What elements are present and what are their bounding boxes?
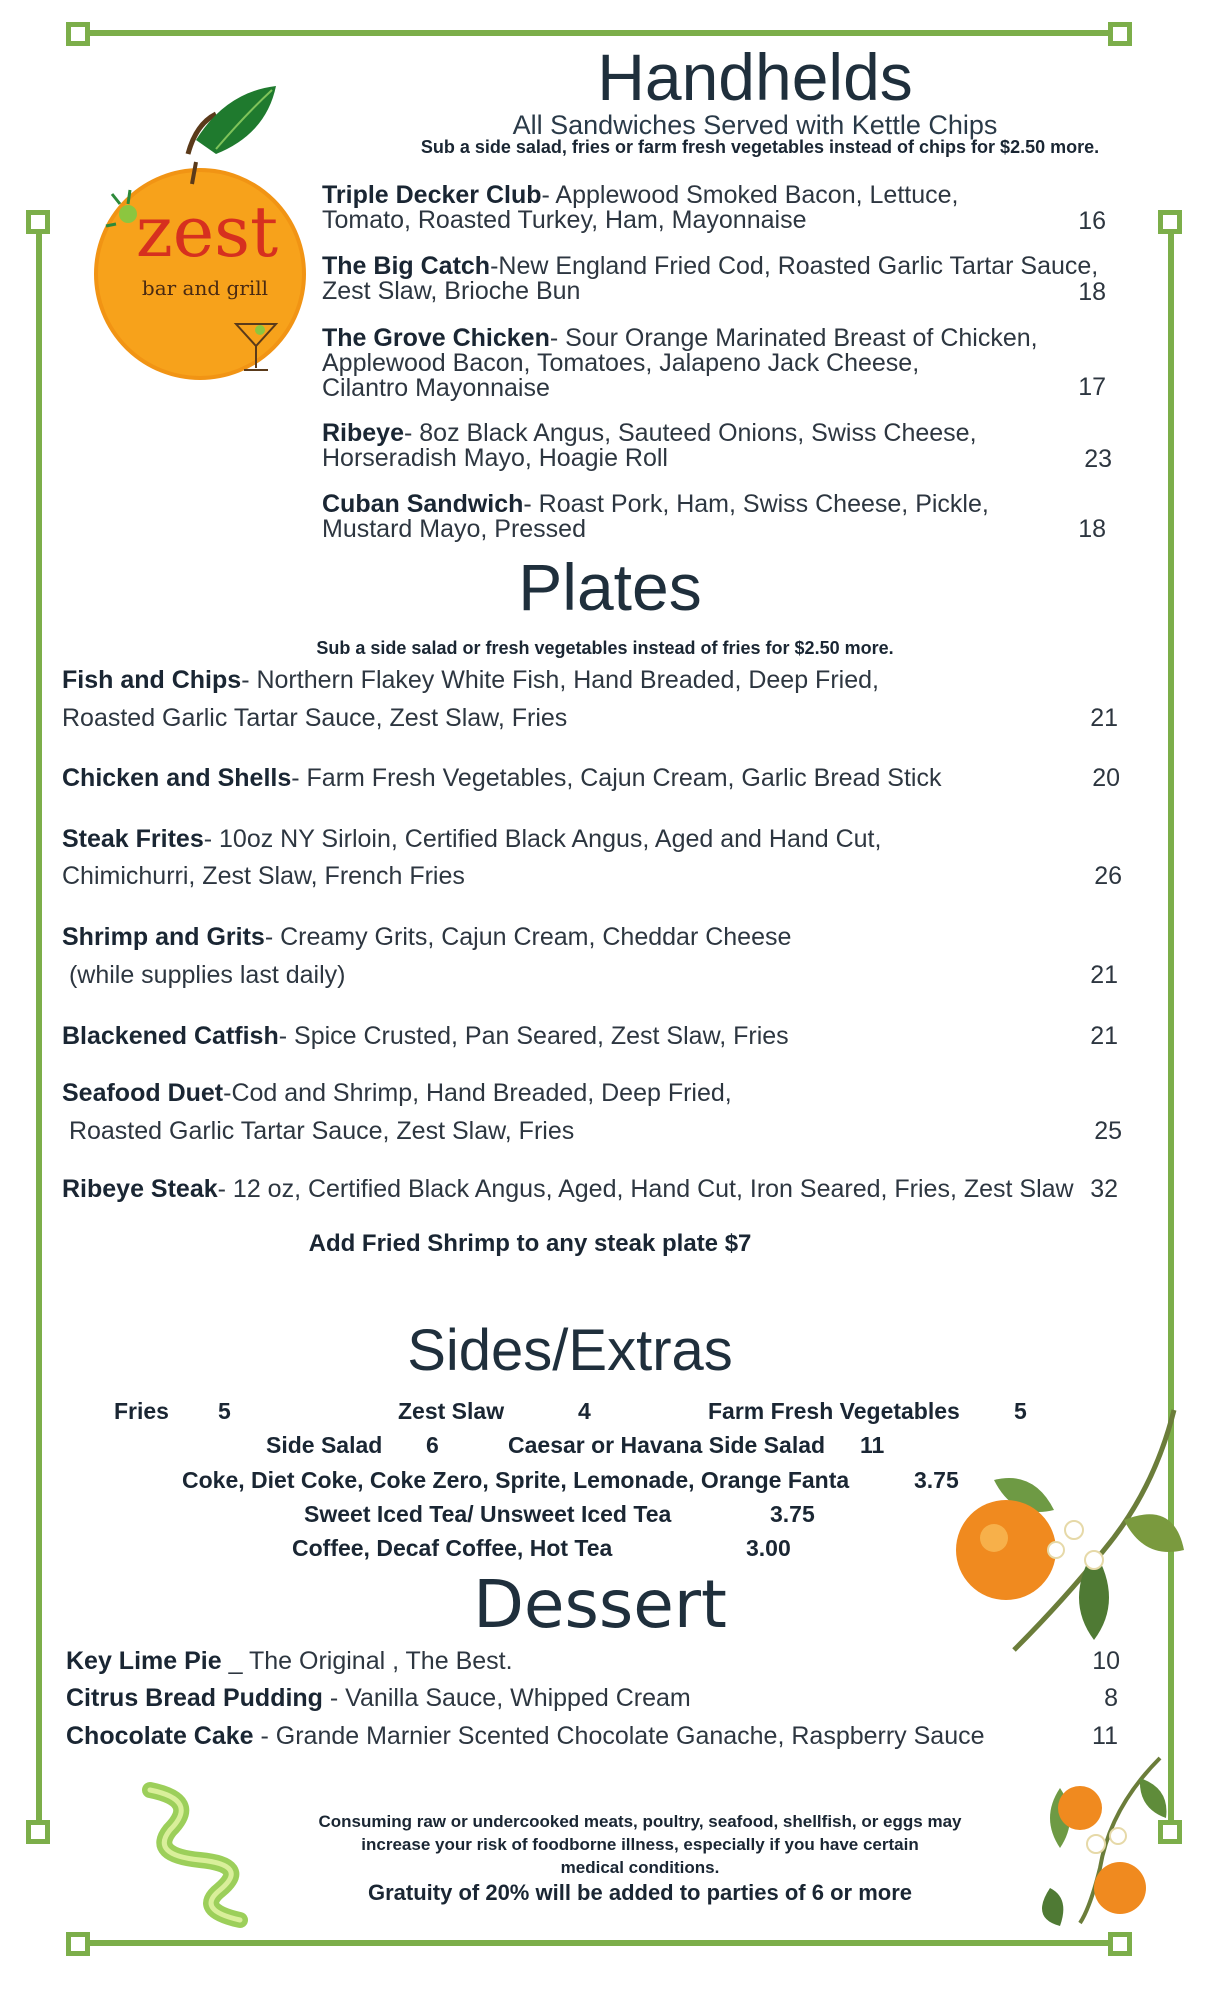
drinks-sodas: Coke, Diet Coke, Coke Zero, Sprite, Lemonade, Orange Fanta — [182, 1467, 850, 1493]
menu-item-steak-frites: Steak Frites- 10oz NY Sirloin, Certified Black Angus, Aged and Hand Cut, — [62, 825, 882, 853]
item-price: 20 — [1092, 764, 1120, 792]
menu-item-chicken-and-shells: Chicken and Shells- Farm Fresh Vegetables, Cajun Cream, Garlic Bread Stick — [62, 764, 942, 792]
drinks-iced-tea-price: 3.75 — [770, 1501, 815, 1527]
handhelds-subtitle: All Sandwiches Served with Kettle Chips — [512, 110, 998, 140]
menu-item-key-lime-pie: Key Lime Pie _ The Original , The Best. — [66, 1647, 513, 1675]
drinks-coffee: Coffee, Decaf Coffee, Hot Tea — [292, 1535, 613, 1561]
item-price: 32 — [1090, 1175, 1118, 1203]
frame-knot — [26, 210, 50, 234]
frame-knot — [26, 1820, 50, 1844]
item-price: 18 — [1078, 278, 1106, 306]
dessert-title: Dessert — [473, 1566, 727, 1643]
menu-item-chocolate-cake: Chocolate Cake - Grande Marnier Scented Chocolate Ganache, Raspberry Sauce — [66, 1722, 985, 1750]
gratuity-note: Gratuity of 20% will be added to parties of 6 or more — [368, 1880, 912, 1905]
menu-item-shrimp-and-grits: Shrimp and Grits- Creamy Grits, Cajun Cream, Cheddar Cheese — [62, 923, 792, 951]
lime-peel-icon — [140, 1780, 280, 1930]
item-price: 18 — [1078, 515, 1106, 543]
item-line: Roasted Garlic Tartar Sauce, Zest Slaw, Fries — [62, 704, 568, 732]
frame-knot — [1108, 1932, 1132, 1956]
frame-knot — [66, 22, 90, 46]
zest-logo — [76, 84, 324, 384]
menu-item-ribeye: Ribeye- 8oz Black Angus, Sauteed Onions, Swiss Cheese, Horseradish Mayo, Hoagie Roll — [322, 419, 977, 472]
sides-title: Sides/Extras — [407, 1318, 733, 1383]
item-price: 16 — [1078, 207, 1106, 235]
side-caesar-havana-price: 11 — [860, 1432, 885, 1458]
item-line: (while supplies last daily) — [62, 961, 346, 989]
menu-item-blackened-catfish: Blackened Catfish- Spice Crusted, Pan Seared, Zest Slaw, Fries — [62, 1022, 789, 1050]
side-zest-slaw-price: 4 — [578, 1398, 591, 1424]
drinks-sodas-price: 3.75 — [914, 1467, 959, 1493]
plates-title: Plates — [518, 550, 702, 624]
item-price: 26 — [1094, 862, 1122, 890]
item-price: 21 — [1090, 704, 1118, 732]
logo-tagline: bar and grill — [141, 276, 269, 300]
food-safety-warning: Consuming raw or undercooked meats, poultry, seafood, shellfish, or eggs may increase your risk of foodborne illness, especially if you have certain medical conditions. — [318, 1812, 962, 1877]
menu-item-citrus-bread-pudding: Citrus Bread Pudding - Vanilla Sauce, Whipped Cream — [66, 1684, 691, 1712]
item-line: Chimichurri, Zest Slaw, French Fries — [62, 862, 465, 890]
item-price: 21 — [1090, 961, 1118, 989]
drinks-coffee-price: 3.00 — [746, 1535, 791, 1561]
side-farm-vegetables-price: 5 — [1014, 1398, 1027, 1424]
item-price: 25 — [1094, 1117, 1122, 1145]
frame-left — [36, 228, 42, 1832]
frame-knot — [1108, 22, 1132, 46]
menu-item-triple-decker-club: Triple Decker Club- Applewood Smoked Bacon, Lettuce, Tomato, Roasted Turkey, Ham, Mayonnaise — [322, 181, 959, 234]
drinks-iced-tea: Sweet Iced Tea/ Unsweet Iced Tea — [304, 1501, 672, 1527]
frame-knot — [66, 1932, 90, 1956]
menu-item-the-grove-chicken: The Grove Chicken- Sour Orange Marinated Breast of Chicken, Applewood Bacon, Tomatoes, Jalapeno Jack Cheese, Cilantro Mayonnaise — [322, 324, 1038, 402]
menu-item-ribeye-steak: Ribeye Steak- 12 oz, Certified Black Angus, Aged, Hand Cut, Iron Seared, Fries, Zest Slaw — [62, 1175, 1074, 1203]
item-price: 11 — [1092, 1722, 1118, 1750]
menu-item-seafood-duet: Seafood Duet-Cod and Shrimp, Hand Breaded, Deep Fried, — [62, 1079, 732, 1107]
item-price: 21 — [1090, 1022, 1118, 1050]
item-price: 17 — [1078, 373, 1106, 401]
item-price: 10 — [1092, 1647, 1120, 1675]
handhelds-title: Handhelds — [597, 40, 913, 114]
plates-sub-note: Sub a side salad or fresh vegetables instead of fries for $2.50 more. — [316, 638, 894, 658]
menu-item-cuban-sandwich: Cuban Sandwich- Roast Pork, Ham, Swiss Cheese, Pickle, Mustard Mayo, Pressed — [322, 490, 989, 543]
side-zest-slaw: Zest Slaw — [398, 1398, 505, 1424]
logo-wordmark: zest — [135, 191, 279, 273]
orange-branch-icon — [944, 1400, 1194, 1660]
frame-knot — [1158, 210, 1182, 234]
menu-item-the-big-catch: The Big Catch-New England Fried Cod, Roasted Garlic Tartar Sauce, Zest Slaw, Brioche Bun — [322, 252, 1099, 305]
item-price: 23 — [1084, 445, 1112, 473]
handhelds-sub-note: Sub a side salad, fries or farm fresh vegetables instead of chips for $2.50 more. — [420, 137, 1100, 157]
side-salad-price: 6 — [426, 1432, 439, 1458]
side-salad: Side Salad — [266, 1432, 383, 1458]
side-fries: Fries — [114, 1398, 169, 1424]
side-caesar-havana: Caesar or Havana Side Salad — [508, 1432, 826, 1458]
frame-top — [76, 30, 1120, 36]
item-price: 8 — [1104, 1684, 1118, 1712]
frame-bottom — [76, 1940, 1120, 1946]
side-fries-price: 5 — [218, 1398, 231, 1424]
orange-sprig-icon — [1020, 1748, 1170, 1928]
steak-addon-note: Add Fried Shrimp to any steak plate $7 — [308, 1230, 752, 1257]
side-farm-vegetables: Farm Fresh Vegetables — [708, 1398, 960, 1424]
item-line: Roasted Garlic Tartar Sauce, Zest Slaw, Fries — [62, 1117, 575, 1145]
menu-item-fish-and-chips: Fish and Chips- Northern Flakey White Fish, Hand Breaded, Deep Fried, — [62, 666, 879, 694]
